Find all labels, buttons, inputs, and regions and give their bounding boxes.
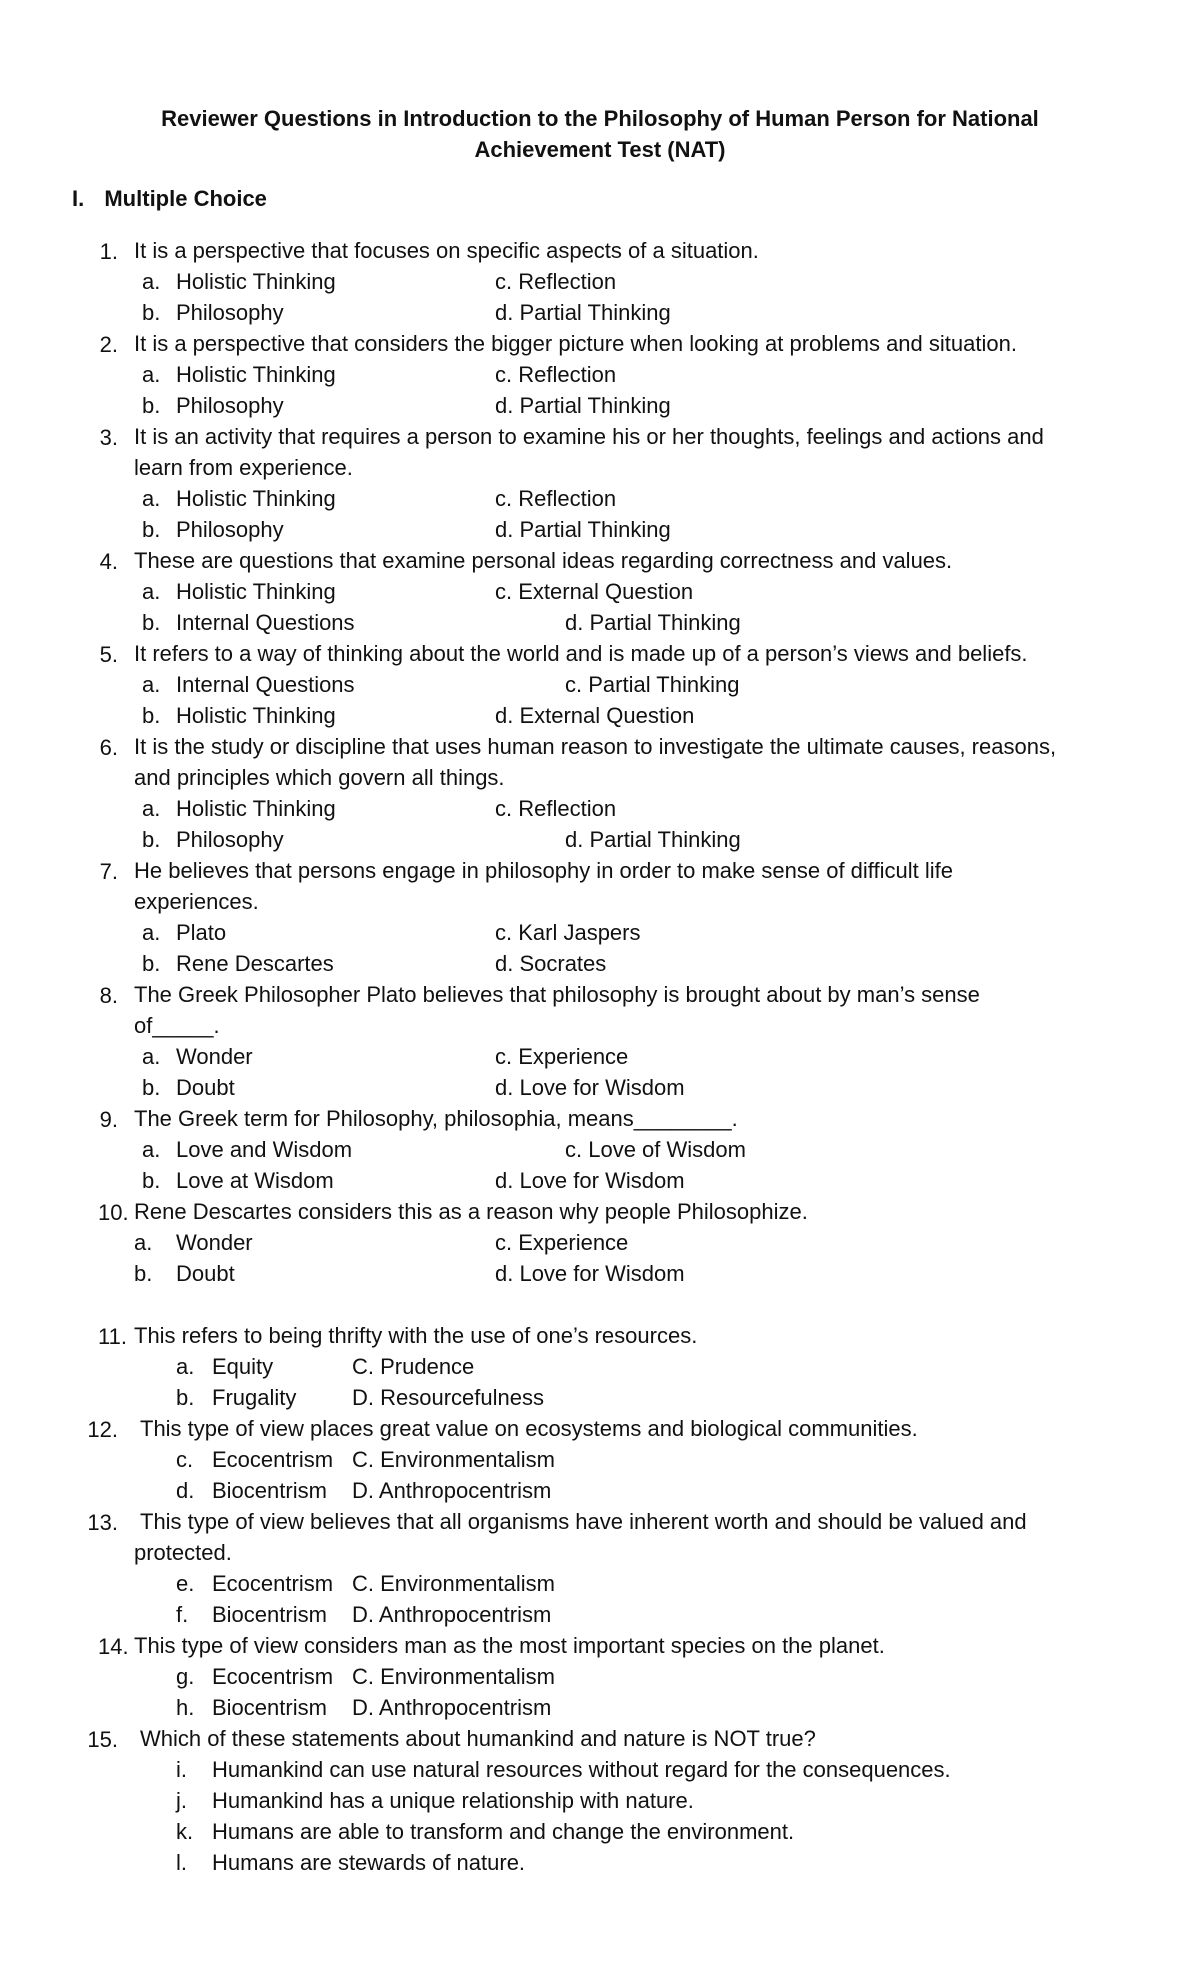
option-text: C. Environmentalism <box>352 1664 555 1689</box>
option-letter: a. <box>176 1354 195 1379</box>
option-text: d. Partial Thinking <box>495 300 671 325</box>
option-text: Rene Descartes <box>176 951 334 976</box>
option-text: Holistic Thinking <box>176 703 336 728</box>
document-title-line-2: Achievement Test (NAT) <box>474 137 726 162</box>
option-text: Holistic Thinking <box>176 362 336 387</box>
option-letter: b. <box>142 300 161 325</box>
option-text: Doubt <box>176 1261 235 1286</box>
option-text: Humankind has a unique relationship with nature. <box>212 1788 694 1813</box>
option-letter: i. <box>176 1757 187 1782</box>
question-text: learn from experience. <box>134 455 353 480</box>
question-text: Rene Descartes considers this as a reason why people Philosophize. <box>134 1199 808 1224</box>
question-text: It is the study or discipline that uses human reason to investigate the ultimate causes, reasons, <box>134 734 1057 759</box>
option-letter: d. <box>176 1478 195 1503</box>
option-text: Love at Wisdom <box>176 1168 334 1193</box>
section-title: Multiple Choice <box>104 186 267 211</box>
option-text: Plato <box>176 920 227 945</box>
question-text: The Greek Philosopher Plato believes that philosophy is brought about by man’s sense <box>134 982 980 1007</box>
option-letter: j. <box>176 1788 187 1813</box>
question-number: 5. <box>99 642 118 667</box>
option-text: C. Environmentalism <box>352 1571 555 1596</box>
option-text: D. Anthropocentrism <box>352 1478 552 1503</box>
option-text: d. Love for Wisdom <box>495 1168 685 1193</box>
option-letter: b. <box>142 610 161 635</box>
question-number: 2. <box>99 332 118 357</box>
section-marker: I. <box>72 186 85 211</box>
option-letter: a. <box>142 920 161 945</box>
option-letter: b. <box>134 1261 153 1286</box>
option-text: c. Reflection <box>495 269 617 294</box>
question-text: Which of these statements about humankind and nature is NOT true? <box>140 1726 816 1751</box>
option-text: c. Experience <box>495 1230 629 1255</box>
option-letter: b. <box>142 951 161 976</box>
question-text: experiences. <box>134 889 259 914</box>
option-text: Humankind can use natural resources without regard for the consequences. <box>212 1757 951 1782</box>
document-title-line-1: Reviewer Questions in Introduction to the Philosophy of Human Person for National <box>161 106 1039 131</box>
option-text: Philosophy <box>176 300 284 325</box>
option-letter: a. <box>142 796 161 821</box>
option-text: d. Socrates <box>495 951 607 976</box>
question-number: 14. <box>98 1634 129 1659</box>
option-letter: f. <box>176 1602 189 1627</box>
section-heading <box>72 186 267 212</box>
option-text: Internal Questions <box>176 610 355 635</box>
option-letter: b. <box>142 517 161 542</box>
option-text: Holistic Thinking <box>176 269 336 294</box>
option-text: D. Anthropocentrism <box>352 1602 552 1627</box>
option-text: Biocentrism <box>212 1602 327 1627</box>
option-text: Philosophy <box>176 517 284 542</box>
option-text: d. Partial Thinking <box>495 393 671 418</box>
option-text: d. External Question <box>495 703 695 728</box>
option-text: Love and Wisdom <box>176 1137 353 1162</box>
option-letter: k. <box>176 1819 194 1844</box>
option-text: d. Partial Thinking <box>565 827 741 852</box>
option-letter: a. <box>134 1230 153 1255</box>
question-number: 1. <box>99 239 118 264</box>
question-text: It refers to a way of thinking about the world and is made up of a person’s views and beliefs. <box>134 641 1028 666</box>
option-letter: a. <box>142 1044 161 1069</box>
option-letter: a. <box>142 1137 161 1162</box>
question-number: 13. <box>87 1510 118 1535</box>
question-text: He believes that persons engage in philosophy in order to make sense of difficult life <box>134 858 953 883</box>
question-text: This refers to being thrifty with the use of one’s resources. <box>134 1323 698 1348</box>
option-letter: h. <box>176 1695 195 1720</box>
option-letter: b. <box>142 1075 161 1100</box>
option-text: Holistic Thinking <box>176 486 336 511</box>
option-text: Wonder <box>176 1044 253 1069</box>
question-number: 9. <box>99 1107 118 1132</box>
option-letter: g. <box>176 1664 195 1689</box>
option-text: Equity <box>212 1354 274 1379</box>
option-text: c. Love of Wisdom <box>565 1137 746 1162</box>
option-text: Ecocentrism <box>212 1447 334 1472</box>
question-text: These are questions that examine personal ideas regarding correctness and values. <box>134 548 953 573</box>
option-text: Biocentrism <box>212 1695 327 1720</box>
option-text: c. Reflection <box>495 796 617 821</box>
option-letter: b. <box>176 1385 195 1410</box>
question-text: The Greek term for Philosophy, philosophia, means________. <box>134 1106 738 1131</box>
question-number: 12. <box>87 1417 118 1442</box>
option-text: Doubt <box>176 1075 235 1100</box>
option-text: d. Love for Wisdom <box>495 1075 685 1100</box>
question-text: It is a perspective that focuses on specific aspects of a situation. <box>134 238 759 263</box>
option-letter: e. <box>176 1571 195 1596</box>
option-text: Internal Questions <box>176 672 355 697</box>
option-text: Humans are stewards of nature. <box>212 1850 526 1875</box>
option-letter: b. <box>142 827 161 852</box>
option-text: d. Partial Thinking <box>565 610 741 635</box>
option-text: C. Environmentalism <box>352 1447 555 1472</box>
question-number: 3. <box>99 425 118 450</box>
option-letter: b. <box>142 393 161 418</box>
question-number: 4. <box>99 549 118 574</box>
option-text: c. Experience <box>495 1044 629 1069</box>
question-text: It is a perspective that considers the bigger picture when looking at problems and situation. <box>134 331 1017 356</box>
option-text: Ecocentrism <box>212 1664 334 1689</box>
question-number: 15. <box>87 1727 118 1752</box>
option-text: C. Prudence <box>352 1354 475 1379</box>
question-number: 11. <box>98 1324 127 1349</box>
option-text: Humans are able to transform and change the environment. <box>212 1819 795 1844</box>
option-letter: a. <box>142 269 161 294</box>
question-number: 7. <box>99 859 118 884</box>
option-letter: a. <box>142 672 161 697</box>
option-text: d. Love for Wisdom <box>495 1261 685 1286</box>
option-text: D. Resourcefulness <box>352 1385 544 1410</box>
option-text: Frugality <box>212 1385 297 1410</box>
option-letter: b. <box>142 703 161 728</box>
option-text: c. External Question <box>495 579 694 604</box>
question-text: of_____. <box>134 1013 220 1038</box>
option-text: Holistic Thinking <box>176 579 336 604</box>
option-text: c. Karl Jaspers <box>495 920 641 945</box>
option-letter: l. <box>176 1850 187 1875</box>
question-text: protected. <box>134 1540 232 1565</box>
option-text: c. Partial Thinking <box>565 672 740 697</box>
option-text: d. Partial Thinking <box>495 517 671 542</box>
question-number: 6. <box>99 735 118 760</box>
option-letter: c. <box>176 1447 194 1472</box>
option-letter: a. <box>142 362 161 387</box>
option-text: c. Reflection <box>495 486 617 511</box>
question-text: This type of view believes that all organisms have inherent worth and should be valued and <box>140 1509 1027 1534</box>
option-text: Wonder <box>176 1230 253 1255</box>
question-number: 10. <box>98 1200 129 1225</box>
option-text: c. Reflection <box>495 362 617 387</box>
question-text: It is an activity that requires a person to examine his or her thoughts, feelings and actions and <box>134 424 1044 449</box>
question-text: and principles which govern all things. <box>134 765 505 790</box>
question-number: 8. <box>99 983 118 1008</box>
option-letter: a. <box>142 579 161 604</box>
question-text: This type of view places great value on ecosystems and biological communities. <box>140 1416 918 1441</box>
option-text: Holistic Thinking <box>176 796 336 821</box>
option-text: Philosophy <box>176 393 284 418</box>
option-text: D. Anthropocentrism <box>352 1695 552 1720</box>
option-text: Philosophy <box>176 827 284 852</box>
option-text: Biocentrism <box>212 1478 327 1503</box>
question-text: This type of view considers man as the most important species on the planet. <box>134 1633 885 1658</box>
option-text: Ecocentrism <box>212 1571 334 1596</box>
option-letter: a. <box>142 486 161 511</box>
option-letter: b. <box>142 1168 161 1193</box>
